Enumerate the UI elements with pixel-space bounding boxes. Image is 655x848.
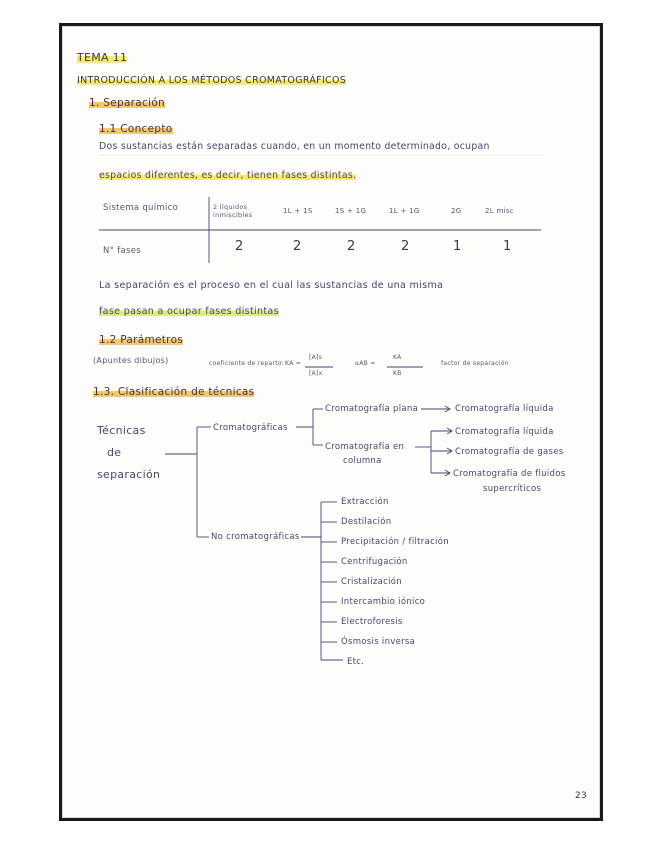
factor-label: factor de separación <box>441 360 509 367</box>
subsection-title-concepto: 1.1 Concepto <box>99 123 173 135</box>
tree-leaf-no-crom: Extracción <box>341 497 389 507</box>
table-value-cell: 2 <box>347 239 356 254</box>
table-value-cell: 1 <box>503 239 512 254</box>
tree-leaf-no-crom: Precipitación / filtración <box>341 537 449 547</box>
separacion-line-2: fase pasan a ocupar fases distintas <box>99 306 279 317</box>
apuntes-note: (Apuntes dibujos) <box>93 356 169 365</box>
tree-node-no-cromatograficas: No cromatográficas <box>211 532 300 542</box>
tree-root-line: de <box>107 446 122 459</box>
table-header-cell: 1S + 1G <box>335 207 367 215</box>
tree-node-columna-2: columna <box>343 456 382 466</box>
tree-node-cromatograficas: Cromatográficas <box>213 423 288 433</box>
tree-node-col-child: Cromatografía de gases <box>455 447 564 457</box>
table-header-cell: 2L misc <box>485 207 514 215</box>
tree-leaf-no-crom: Centrifugación <box>341 557 408 567</box>
alpha-numerator: KA <box>393 354 402 361</box>
chapter-title: INTRODUCCIÓN A LOS MÉTODOS CROMATOGRÁFICOS <box>77 75 347 86</box>
kd-numerator: [A]s <box>309 354 323 361</box>
section-title-separacion: 1. Separación <box>89 97 166 109</box>
tema-label: TEMA 11 <box>77 51 128 64</box>
tree-node-col-child: Cromatografía de fluidos <box>453 469 566 479</box>
tree-leaf-no-crom: Ósmosis inversa <box>341 637 416 647</box>
tree-leaf-no-crom: Etc. <box>347 657 365 667</box>
table-row-label-sistema: Sistema químico <box>103 203 179 213</box>
table-value-cell: 2 <box>235 239 244 254</box>
tree-leaf-no-crom: Cristalización <box>341 577 402 587</box>
table-value-cell: 2 <box>293 239 302 254</box>
subsection-title-clasificacion: 1.3. Clasificación de técnicas <box>93 386 255 398</box>
page-number: 23 <box>575 791 588 801</box>
page-lines <box>63 27 599 817</box>
tree-node-columna: Cromatografía en <box>325 442 405 452</box>
concepto-line-2: espacios diferentes, es decir, tienen fases distintas. <box>99 170 357 181</box>
tree-leaf-no-crom: Intercambio iónico <box>341 597 426 607</box>
tree-node-plana-liquida: Cromatografía líquida <box>455 404 554 414</box>
table-header-cell: 1L + 1S <box>283 207 313 215</box>
concepto-line-1: Dos sustancias están separadas cuando, en un momento determinado, ocupan <box>99 141 490 152</box>
kd-symbol: KA = <box>285 360 302 367</box>
tree-root-line: Técnicas <box>97 424 146 437</box>
coef-label: coeficiente de reparto: <box>209 360 285 367</box>
table-value-cell: 2 <box>401 239 410 254</box>
notebook-page <box>62 26 600 818</box>
table-row-label-fases: N° fases <box>103 246 141 256</box>
table-header-cell: 1L + 1G <box>389 207 420 215</box>
tree-node-plana: Cromatografía plana <box>325 404 419 414</box>
table-header-cell: 2G <box>451 207 462 215</box>
tree-node-col-child-extra: supercríticos <box>483 484 542 494</box>
tree-leaf-no-crom: Destilación <box>341 517 392 527</box>
separacion-line-1: La separación es el proceso en el cual las sustancias de una misma <box>99 280 444 291</box>
tree-node-col-child: Cromatografía líquida <box>455 427 554 437</box>
tree-leaf-no-crom: Electroforesis <box>341 617 403 627</box>
table-header-cell: 2 líquidos inmiscibles <box>213 203 253 219</box>
alpha-symbol: αAB = <box>355 360 376 367</box>
subsection-title-parametros: 1.2 Parámetros <box>99 334 184 346</box>
alpha-denominator: KB <box>393 370 402 377</box>
tree-root-line: separación <box>97 468 161 481</box>
kd-denominator: [A]x <box>309 370 323 377</box>
table-value-cell: 1 <box>453 239 462 254</box>
